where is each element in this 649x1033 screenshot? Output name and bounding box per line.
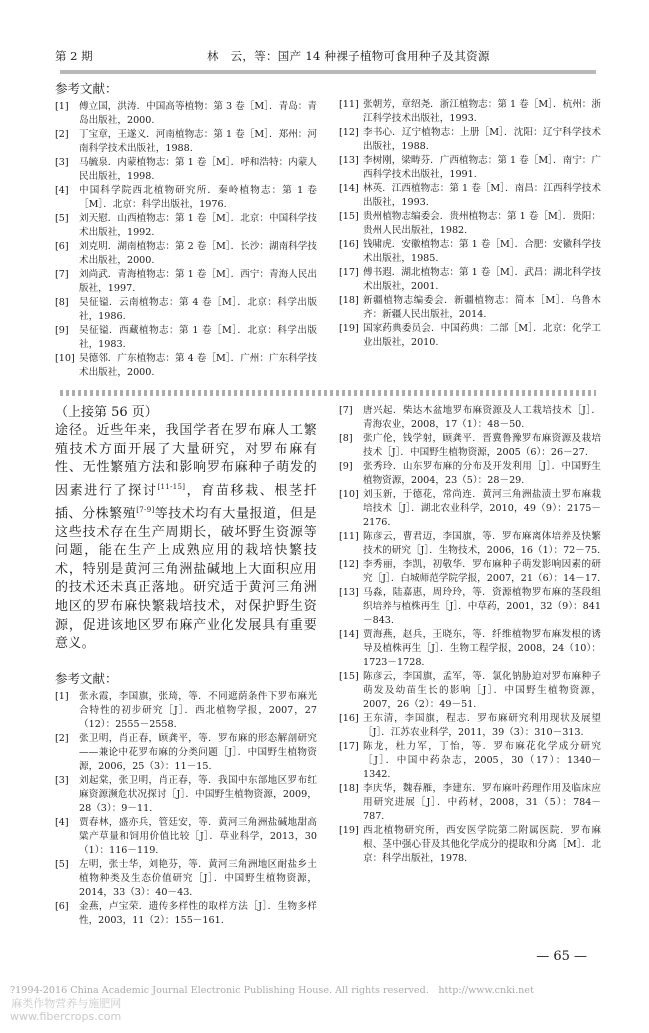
reference-text: 李秀丽，李凯，初敬华．罗布麻种子萌发影响因素的研究［J］．白城师范学院学报，2007，21（6）：14－17. (363, 559, 601, 584)
header-rule (60, 70, 596, 74)
reference-item (339, 238, 601, 266)
reference-number: [3] (55, 774, 69, 786)
reference-number: [11] (339, 99, 359, 110)
reference-number: [14] (339, 629, 359, 640)
reference-number: [9] (339, 461, 353, 472)
reference-number: [4] (55, 816, 69, 828)
reference-item (55, 240, 317, 268)
references-heading: 参考文献： (55, 81, 118, 96)
reference-text: 马淼，陆嘉惠，周玲玲，等．资源植物罗布麻的茎段组织培养与植株再生［J］．中草药，2001，32（9）：841－843. (363, 587, 601, 626)
reference-number: [6] (55, 241, 69, 252)
continued-note: （上接第 56 页） (55, 405, 158, 420)
watermark-line: 麻类作物营养与施肥网 (11, 996, 122, 1010)
reference-number: [5] (55, 858, 69, 870)
reference-number: [1] (55, 101, 69, 112)
reference-item (339, 182, 601, 210)
reference-number: [8] (339, 433, 353, 444)
copyright-footer: ?1994-2016 China Academic Journal Electronic Publishing House. All rights reserved. http://www.cnki.net (10, 984, 534, 996)
bottom-right-column (339, 404, 601, 866)
reference-number: [10] (55, 353, 75, 364)
body-text: ，育苗移栽、根茎扦插、分株繁殖 (55, 483, 317, 522)
reference-number: [15] (339, 671, 359, 682)
reference-text: 丁宝章，王遂义．河南植物志：第 1 卷［M］．郑州：河南科学技术出版社，1988. (79, 129, 317, 154)
reference-text: 刘克明．湖南植物志：第 2 卷［M］．长沙：湖南科学技术出版社，2000. (79, 241, 317, 266)
reference-number: [8] (55, 297, 69, 308)
reference-number: [9] (55, 325, 69, 336)
reference-item (339, 586, 601, 628)
body-text: 途径。近些年来，我国学者在罗布麻人工繁殖技术方面开展了大量研究，对罗布麻有性、无性繁殖方法和影响罗布麻种子萌发的因素进行了探讨 (55, 423, 317, 499)
top-left-column (55, 80, 317, 380)
reference-list (55, 690, 317, 928)
reference-text: 贾春林，盛亦兵，管廷安，等．黄河三角洲盐碱地甜高粱产草量和饲用价值比较［J］．草业科学，2013，30（1）：116－119. (79, 816, 317, 856)
reference-item (55, 268, 317, 296)
reference-text: 傅立国，洪涛．中国高等植物：第 3 卷［M］．青岛：青岛出版社，2000. (79, 101, 317, 126)
reference-item (339, 266, 601, 294)
reference-item (55, 296, 317, 324)
reference-item (339, 530, 601, 558)
reference-item (55, 858, 317, 900)
reference-item (339, 824, 601, 866)
reference-text: 张朝芳，章绍尧．浙江植物志：第 1 卷［M］．杭州：浙江科学技术出版社，1993. (363, 99, 601, 124)
reference-text: 马毓泉．内蒙植物志：第 1 卷［M］．呼和浩特：内蒙人民出版社，1998. (79, 157, 317, 182)
reference-number: [7] (55, 269, 69, 280)
references-heading: 参考文献： (55, 670, 118, 686)
body-paragraph (55, 422, 317, 654)
reference-text: 林英．江西植物志：第 1 卷［M］．南昌：江西科学技术出版社，1993. (363, 183, 601, 208)
reference-item (339, 488, 601, 530)
reference-item (339, 628, 601, 670)
reference-number: [11] (339, 531, 359, 542)
reference-number: [2] (55, 129, 69, 140)
reference-number: [4] (55, 185, 69, 196)
watermark (10, 997, 121, 1023)
reference-text: 吴征镒．云南植物志：第 4 卷［M］．北京：科学出版社，1986. (79, 297, 317, 322)
reference-number: [12] (339, 127, 359, 138)
reference-text: 钱啸虎．安徽植物志：第 1 卷［M］．合肥：安徽科学技术出版社，1985. (363, 239, 601, 264)
reference-item (339, 154, 601, 182)
reference-number: [16] (339, 239, 359, 250)
reference-list (339, 404, 601, 866)
running-title: 林 云，等：国产 14 种裸子植物可食用种子及其资源 (207, 49, 490, 63)
issue-label: 第 2 期 (55, 49, 93, 63)
reference-list (55, 100, 317, 380)
reference-item (55, 324, 317, 352)
section-divider (60, 390, 596, 396)
reference-text: 陈彦云，曹君迈，李国旗，等．罗布麻离体培养及快繁技术的研究［J］．生物技术，2006，16（1）：72－75. (363, 531, 601, 556)
reference-item (55, 816, 317, 858)
citation: [11-15] (157, 482, 186, 491)
reference-number: [18] (339, 783, 359, 794)
reference-item (339, 322, 601, 350)
reference-text: 陈龙，杜力军，丁怡，等．罗布麻花化学成分研究［J］．中国中药杂志，2005，30（17）：1340－1342. (363, 741, 601, 780)
reference-text: 张永霞，李国旗，张琦，等．不同遮荫条件下罗布麻光合特性的初步研究［J］．西北植物学报，2007，27（12）：2555－2558. (79, 690, 317, 730)
reference-number: [15] (339, 211, 359, 222)
reference-number: [5] (55, 213, 69, 224)
reference-item (339, 126, 601, 154)
reference-text: 刘天慰．山西植物志：第 1 卷［M］．北京：中国科学技术出版社，1992. (79, 213, 317, 238)
reference-text: 国家药典委员会．中国药典：二部［M］．北京：化学工业出版社，2010. (363, 323, 601, 348)
reference-text: 刘起棠，张卫明，肖正春，等．我国中东部地区罗布红麻资源濒危状况探讨［J］．中国野生植物资源，2009，28（3）：9－11. (79, 774, 317, 814)
body-text: 等技术均有大量报道，但是这些技术存在生产周期长，破坏野生资源等问题，能在生产上成熟应用的栽培快繁技术，特别是黄河三角洲盐碱地上大面积应用的技术还未真正落地。研究适于黄河三角洲地区的罗布麻快繁栽培技术，对保护野生资源，促进该地区罗布麻产业化发展具有重要意义。 (55, 506, 317, 652)
reference-item (339, 740, 601, 782)
reference-text: 中国科学院西北植物研究所．秦岭植物志：第 1 卷［M］．北京：科学出版社，1976. (79, 185, 317, 210)
reference-item (339, 98, 601, 126)
running-header (55, 48, 601, 66)
reference-number: [18] (339, 295, 359, 306)
reference-text: 陈彦云，李国旗，孟军，等．氯化钠胁迫对罗布麻种子萌发及幼苗生长的影响［J］．中国野生植物资源，2007，26（2）：49－51. (363, 671, 601, 710)
reference-text: 张卫明，肖正春，顾龚平，等．罗布麻的形态解剖研究——兼论中花罗布麻的分类问题［J］．中国野生植物资源，2006，25（3）：11－15. (79, 732, 317, 772)
reference-number: [6] (55, 900, 69, 912)
reference-item (55, 100, 317, 128)
citation: [7-9] (136, 505, 155, 514)
reference-number: [3] (55, 157, 69, 168)
reference-item (339, 712, 601, 740)
reference-item (339, 432, 601, 460)
reference-number: [19] (339, 323, 359, 334)
reference-number: [2] (55, 732, 69, 744)
reference-list (339, 98, 601, 350)
reference-text: 张秀玲．山东罗布麻的分布及开发利用［J］．中国野生植物资源，2004，23（5）：28－29. (363, 461, 601, 486)
reference-item (55, 732, 317, 774)
reference-text: 吴德邻．广东植物志：第 4 卷［M］．广州：广东科学技术出版社，2000. (79, 353, 317, 378)
reference-text: 李书心．辽宁植物志：上册［M］．沈阳：辽宁科学技术出版社，1988. (363, 127, 601, 152)
reference-item (55, 900, 317, 928)
reference-number: [17] (339, 267, 359, 278)
reference-item (55, 156, 317, 184)
watermark-line: www.fibercrops.com (10, 1009, 122, 1023)
reference-number: [19] (339, 825, 359, 836)
reference-number: [12] (339, 559, 359, 570)
reference-text: 贾海燕，赵兵，王晓东，等．纤维植物罗布麻发根的诱导及植株再生［J］．生物工程学报，2008，24（10）：1723－1728. (363, 629, 601, 668)
reference-text: 贵州植物志编委会．贵州植物志：第 1 卷［M］．贵阳：贵州人民出版社，1982. (363, 211, 601, 236)
reference-item (55, 774, 317, 816)
reference-text: 吴征镒．西藏植物志：第 1 卷［M］．北京：科学出版社，1983. (79, 325, 317, 350)
reference-item (339, 460, 601, 488)
reference-item (55, 352, 317, 380)
reference-item (55, 184, 317, 212)
reference-text: 金燕，卢宝荣．遗传多样性的取样方法［J］．生物多样性，2003，11（2）：155－161. (79, 900, 317, 926)
top-right-column (339, 80, 601, 350)
reference-item (55, 690, 317, 732)
page-number: — 65 — (536, 948, 587, 964)
reference-text: 傅书遐．湖北植物志：第 1 卷［M］．武昌：湖北科学技术出版社，2001. (363, 267, 601, 292)
reference-number: [13] (339, 587, 359, 598)
reference-item (339, 558, 601, 586)
reference-item (339, 210, 601, 238)
reference-number: [14] (339, 183, 359, 194)
reference-item (339, 294, 601, 322)
reference-number: [7] (339, 405, 353, 416)
reference-number: [16] (339, 713, 359, 724)
top-section (55, 80, 601, 380)
reference-text: 张广伦，钱学射，顾龚平．晋冀鲁豫罗布麻资源及栽培技术［J］．中国野生植物资源，2005（6）：26－27. (363, 433, 601, 458)
footer-row (10, 984, 639, 1023)
reference-text: 左明，张士华，刘艳芬，等．黄河三角洲地区耐盐乡土植物种类及生态价值研究［J］．中国野生植物资源，2014，33（3）：40－43. (79, 858, 317, 898)
reference-text: 唐兴起．柴达木盆地罗布麻资源及人工栽培技术［J］．青海农业，2008，17（1）：48－50. (363, 405, 601, 430)
reference-item (339, 670, 601, 712)
reference-text: 李庆华，魏春雁，李建东．罗布麻叶药理作用及临床应用研究进展［J］．中药材，2008，31（5）：784－787. (363, 783, 601, 822)
reference-text: 西北植物研究所，西安医学院第二附属医院．罗布麻根、茎中强心苷及其他化学成分的提取和分离［M］．北京：科学出版社，1978. (363, 825, 601, 864)
reference-text: 刘玉新，于德花，常尚连．黄河三角洲盐渍土罗布麻栽培技术［J］．湖北农业科学，2010，49（9）：2175－2176. (363, 489, 601, 528)
reference-number: [1] (55, 690, 69, 702)
reference-number: [17] (339, 741, 359, 752)
reference-text: 李树刚，梁畴芬．广西植物志：第 1 卷［M］．南宁：广西科学技术出版社，1991. (363, 155, 601, 180)
reference-number: [13] (339, 155, 359, 166)
reference-item (339, 782, 601, 824)
reference-item (55, 212, 317, 240)
reference-text: 王东清，李国旗，程志．罗布麻研究利用现状及展望［J］．江苏农业科学，2011，39（3）：310－313. (363, 713, 601, 738)
reference-item (339, 404, 601, 432)
reference-text: 刘尚武．青海植物志：第 1 卷［M］．西宁：青海人民出版社，1997. (79, 269, 317, 294)
reference-text: 新疆植物志编委会．新疆植物志：简本［M］．乌鲁木齐：新疆人民出版社，2014. (363, 295, 601, 320)
bottom-section (55, 404, 601, 928)
reference-item (55, 128, 317, 156)
bottom-left-column (55, 404, 317, 928)
reference-number: [10] (339, 489, 359, 500)
